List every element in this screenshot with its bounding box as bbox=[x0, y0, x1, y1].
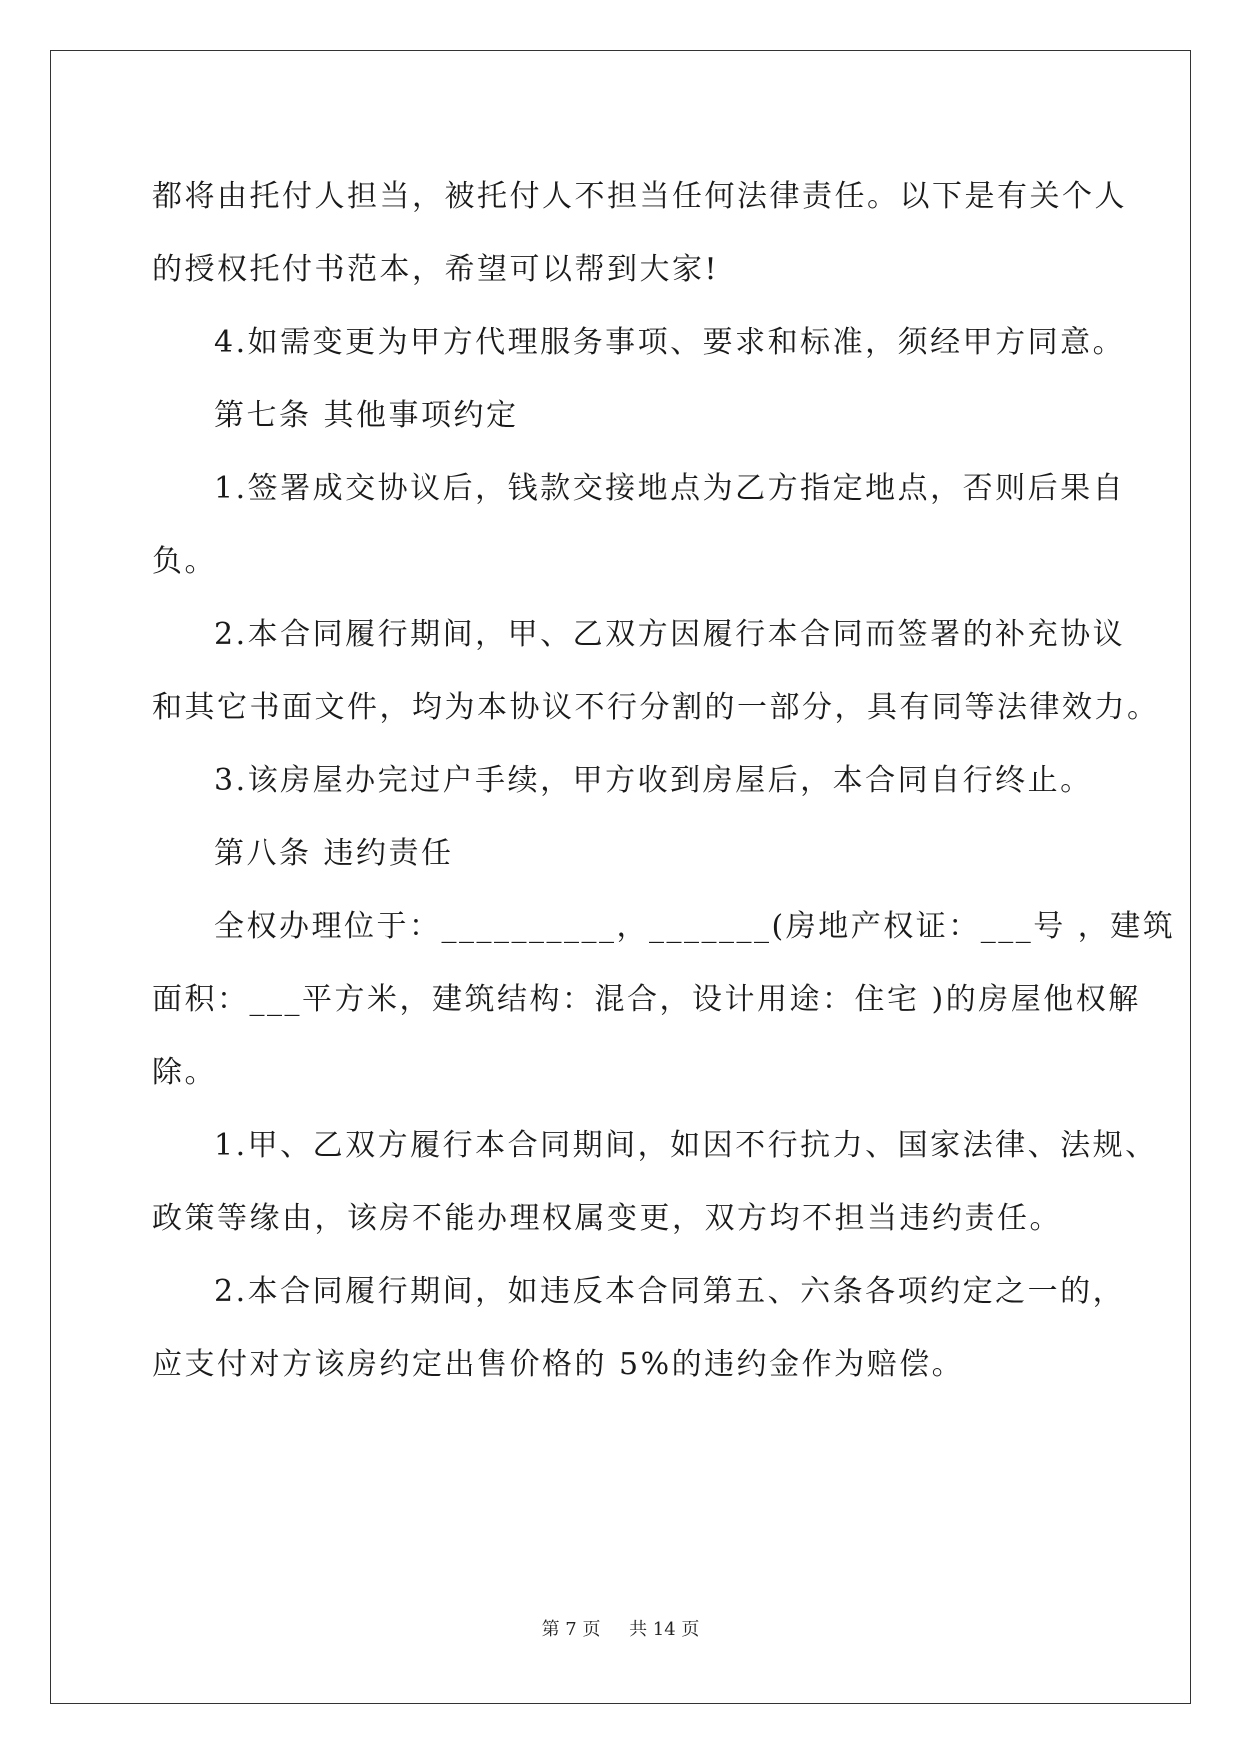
section-heading-8: 第八条 违约责任 bbox=[214, 836, 454, 871]
text-line-3: 4.如需变更为甲方代理服务事项、要求和标准，须经甲方同意。 bbox=[214, 325, 1126, 360]
text-line-7: 2.本合同履行期间，甲、乙双方因履行本合同而签署的补充协议 bbox=[214, 617, 1126, 652]
text-line-1: 都将由托付人担当，被托付人不担当任何法律责任。以下是有关个人 bbox=[152, 179, 1127, 214]
text-line-17: 应支付对方该房约定出售价格的 5%的违约金作为赔偿。 bbox=[152, 1347, 965, 1382]
text-line-2: 的授权托付书范本，希望可以帮到大家! bbox=[152, 252, 720, 287]
section-heading-7: 第七条 其他事项约定 bbox=[214, 398, 519, 433]
current-page-number: 第 7 页 bbox=[541, 1619, 601, 1640]
text-line-5: 1.签署成交协议后，钱款交接地点为乙方指定地点，否则后果自 bbox=[214, 471, 1126, 506]
text-line-15: 政策等缘由，该房不能办理权属变更，双方均不担当违约责任。 bbox=[152, 1201, 1062, 1236]
text-line-6: 负。 bbox=[152, 544, 217, 579]
text-line-11: 全权办理位于：__________，_______(房地产权证：___号 ，建筑 bbox=[214, 909, 1176, 944]
text-line-13: 除。 bbox=[152, 1055, 217, 1090]
text-line-9: 3.该房屋办完过户手续，甲方收到房屋后，本合同自行终止。 bbox=[214, 763, 1093, 798]
document-body bbox=[152, 160, 1176, 1401]
text-line-12: 面积：___平方米，建筑结构：混合，设计用途：住宅 )的房屋他权解 bbox=[152, 982, 1141, 1017]
total-page-count: 共 14 页 bbox=[629, 1619, 700, 1640]
text-line-16: 2.本合同履行期间，如违反本合同第五、六条各项约定之一的， bbox=[214, 1274, 1126, 1309]
page-footer bbox=[0, 1615, 1241, 1641]
text-line-14: 1.甲、乙双方履行本合同期间，如因不行抗力、国家法律、法规、 bbox=[214, 1128, 1158, 1163]
text-line-8: 和其它书面文件，均为本协议不行分割的一部分，具有同等法律效力。 bbox=[152, 690, 1160, 725]
